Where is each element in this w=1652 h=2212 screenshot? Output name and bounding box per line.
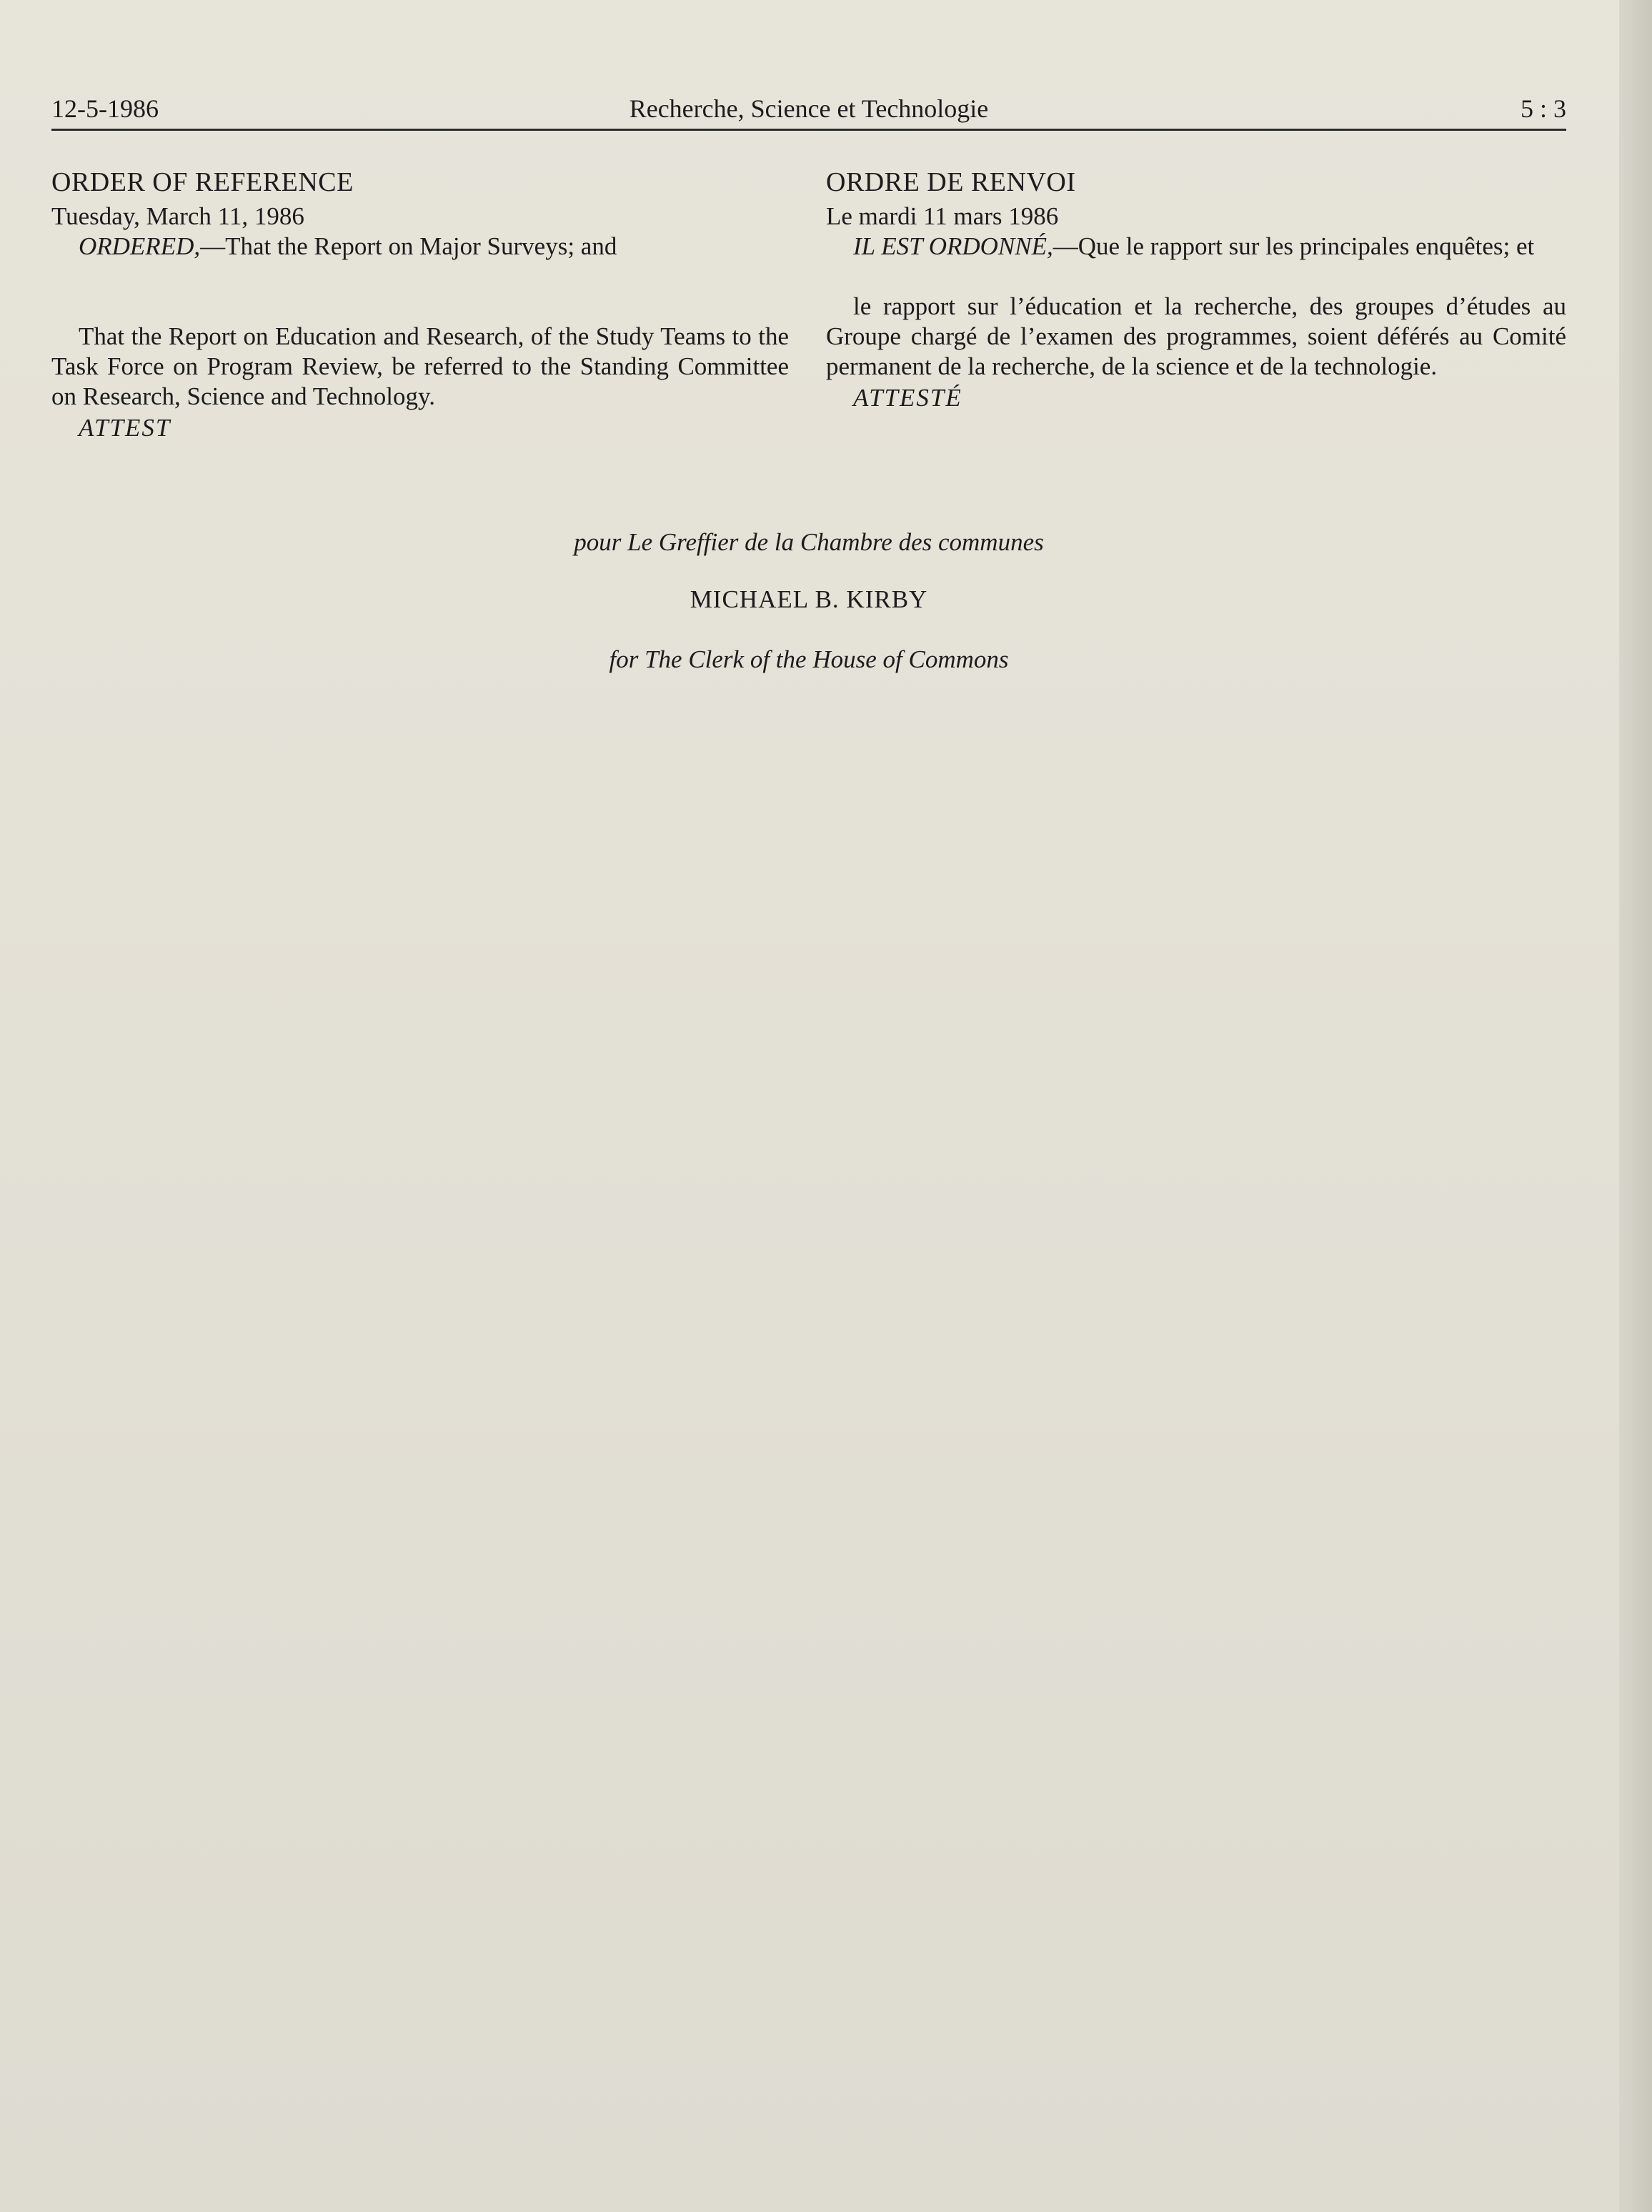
signature-line-english: for The Clerk of the House of Commons bbox=[609, 645, 1009, 673]
ordered-text: —That the Report on Major Surveys; and bbox=[200, 232, 617, 260]
attest-label: ATTEST bbox=[79, 414, 171, 442]
signatory-name: MICHAEL B. KIRBY bbox=[690, 585, 928, 613]
ordered-clause bbox=[826, 232, 1566, 262]
ordered-label: ORDERED, bbox=[79, 232, 201, 260]
page-edge-shadow bbox=[1619, 0, 1652, 2212]
header-rule bbox=[51, 129, 1566, 131]
ordered-clause bbox=[51, 232, 789, 262]
running-header bbox=[51, 91, 1566, 130]
header-publication-title: Recherche, Science et Technologie bbox=[629, 94, 989, 123]
attest-label: ATTESTÉ bbox=[853, 384, 962, 412]
signature-line-french: pour Le Greffier de la Chambre des communes bbox=[574, 528, 1044, 556]
bleed-through-right bbox=[826, 772, 1566, 2101]
ordered-text: —Que le rapport sur les principales enquêtes; et bbox=[1053, 232, 1535, 260]
ordre-de-renvoi-french bbox=[826, 166, 1566, 413]
header-page-number: 5 : 3 bbox=[1520, 94, 1566, 123]
ordered-label: IL EST ORDONNÉ, bbox=[853, 232, 1053, 260]
paragraph-gap bbox=[826, 262, 1566, 292]
order-of-reference-english bbox=[51, 166, 789, 443]
section-heading: ORDER OF REFERENCE bbox=[51, 167, 354, 197]
bleed-through-left bbox=[51, 772, 787, 2073]
header-date: 12-5-1986 bbox=[51, 94, 159, 123]
referral-paragraph: That the Report on Education and Research, of the Study Teams to the Task Force on Program Review, be referred to the Standing Committee on Research, Science and Technology. bbox=[51, 322, 789, 410]
section-heading: ORDRE DE RENVOI bbox=[826, 167, 1076, 197]
paragraph-gap bbox=[51, 292, 789, 322]
paragraph-gap bbox=[51, 262, 789, 292]
order-date: Le mardi 11 mars 1986 bbox=[826, 202, 1059, 230]
referral-paragraph: le rapport sur l’éducation et la recherche, des groupes d’études au Groupe chargé de l’examen des programmes, soient déférés au Comité permanent de la recherche, de la science et de la technologie. bbox=[826, 292, 1566, 380]
order-date: Tuesday, March 11, 1986 bbox=[51, 202, 304, 230]
